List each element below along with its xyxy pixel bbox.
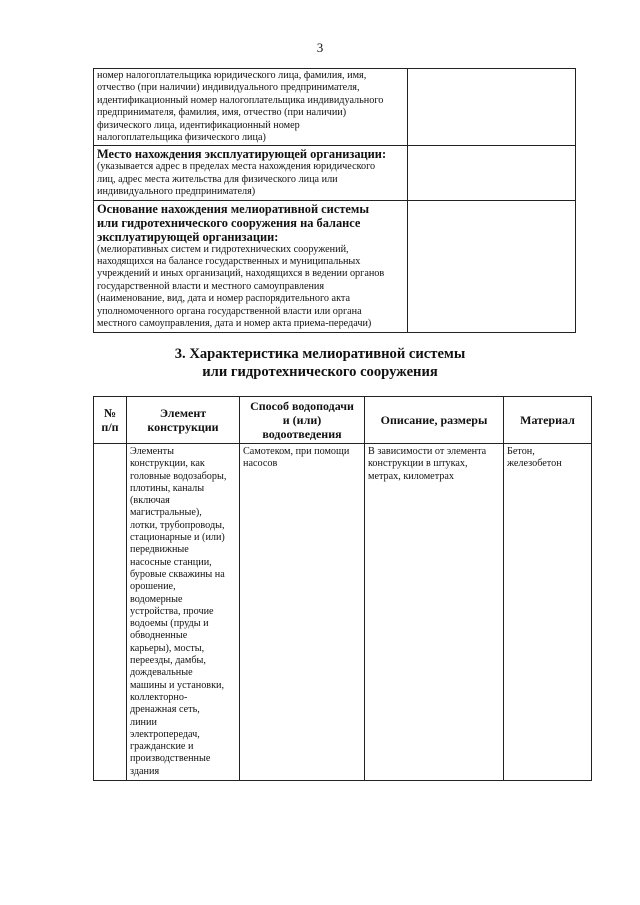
text-line: отчество (при наличии) индивидуального предпринимателя, (97, 82, 360, 94)
column-header-material: Материал (504, 397, 592, 444)
cell-method (240, 444, 365, 781)
text-line: водомерные (130, 593, 183, 605)
section-title (0, 345, 640, 381)
text-line: Элементы (130, 446, 174, 457)
row-heading: или гидротехнического сооружения на балансе (97, 215, 361, 230)
table-row (94, 200, 576, 332)
text-line: здания (130, 765, 160, 777)
text-line: линии (130, 716, 157, 728)
text-line: стационарные и (или) (130, 532, 225, 544)
table-row (94, 69, 576, 146)
text-line: идентификационный номер налогоплательщика индивидуального (97, 94, 384, 106)
text-line: находящихся на балансе государственных и муниципальных (97, 256, 361, 268)
row-heading: эксплуатирующей организации: (97, 229, 279, 244)
column-header-method (240, 397, 365, 444)
text-line: (наименование, вид, дата и номер распорядительного акта (97, 293, 350, 305)
text-line: метрах, километрах (368, 470, 454, 482)
text-line: насосов (243, 458, 278, 470)
value-cell (408, 69, 576, 146)
text-line: водоемы (пруды и (130, 618, 209, 630)
column-header-number (94, 397, 127, 444)
section-title-line: 3. Характеристика мелиоративной системы (174, 346, 466, 362)
text-line: государственной власти и местного самоуправления (97, 280, 325, 292)
text-line: местного самоуправления, дата и номер акта приема-передачи) (97, 318, 372, 330)
text-line: (мелиоративных систем и гидротехнических сооружений, (97, 243, 349, 255)
text-line: машины и установки, (130, 679, 225, 691)
text-line: учреждений и иных организаций, находящихся в ведении органов (97, 268, 385, 280)
text-line: обводненные (130, 630, 188, 642)
row-label-balance-basis (94, 200, 408, 332)
text-line: насосные станции, (130, 556, 212, 568)
cell-number (94, 444, 127, 781)
header-line: водоотведения (262, 427, 342, 441)
text-line: железобетон (507, 458, 562, 470)
text-line: головные водозаборы, (130, 470, 227, 482)
row-heading: Место нахождения эксплуатирующей организации: (97, 147, 387, 162)
text-line: (указывается адрес в пределах места нахождения юридического (97, 161, 376, 173)
page-number: 3 (316, 40, 324, 55)
text-line: конструкции, как (130, 458, 205, 470)
table-row (94, 146, 576, 200)
text-line: налогоплательщика физического лица) (97, 132, 266, 144)
text-line: Бетон, (507, 446, 535, 457)
header-line: Элемент (159, 406, 207, 420)
text-line: переезды, дамбы, (130, 655, 206, 667)
text-line: (включая (130, 495, 170, 507)
header-line: конструкции (147, 420, 219, 434)
text-line: устройства, прочие (130, 605, 214, 617)
text-line: дождевальные (130, 667, 193, 679)
text-line: дренажная сеть, (130, 704, 200, 716)
row-label-taxpayer-info (94, 69, 408, 146)
text-line: конструкции в штуках, (368, 458, 468, 470)
value-cell (408, 200, 576, 332)
text-line: индивидуального предпринимателя) (97, 186, 256, 198)
text-line: электропередач, (130, 728, 200, 740)
text-line: лиц, адрес места жительства для физического лица или (97, 173, 338, 185)
value-cell (408, 146, 576, 200)
text-line: Самотеком, при помощи (243, 446, 350, 457)
text-line: В зависимости от элемента (368, 446, 487, 457)
header-line: и (или) (282, 413, 322, 427)
table-row (94, 444, 592, 781)
text-line: плотины, каналы (130, 482, 205, 494)
section-title-line: или гидротехнического сооружения (202, 364, 438, 380)
text-line: производственные (130, 753, 211, 765)
text-line: номер налогоплательщика юридического лица, фамилия, имя, (97, 70, 367, 81)
text-line: буровые скважины на (130, 568, 225, 580)
header-row (94, 397, 592, 444)
text-line: лотки, трубопроводы, (130, 519, 225, 531)
text-line: карьеры), мосты, (130, 642, 205, 654)
organization-info-table (93, 68, 576, 333)
text-line: магистральные), (130, 507, 202, 519)
header-line: Способ водоподачи (250, 399, 354, 413)
text-line: орошение, (130, 581, 176, 593)
text-line: передвижные (130, 544, 189, 556)
row-label-location (94, 146, 408, 200)
text-line: коллекторно- (130, 691, 188, 703)
header-line: № (103, 406, 117, 420)
cell-material (504, 444, 592, 781)
text-line: предпринимателя, фамилия, имя, отчество (при наличии) (97, 107, 347, 119)
text-line: уполномоченного органа государственной власти или органа (97, 305, 362, 317)
characteristics-table (93, 396, 592, 781)
cell-element (127, 444, 240, 781)
text-line: физического лица, идентификационный номер (97, 119, 300, 131)
header-line: п/п (101, 420, 119, 434)
cell-description (365, 444, 504, 781)
column-header-description: Описание, размеры (365, 397, 504, 444)
column-header-element (127, 397, 240, 444)
text-line: гражданские и (130, 741, 194, 753)
row-heading: Основание нахождения мелиоративной системы (97, 201, 370, 216)
